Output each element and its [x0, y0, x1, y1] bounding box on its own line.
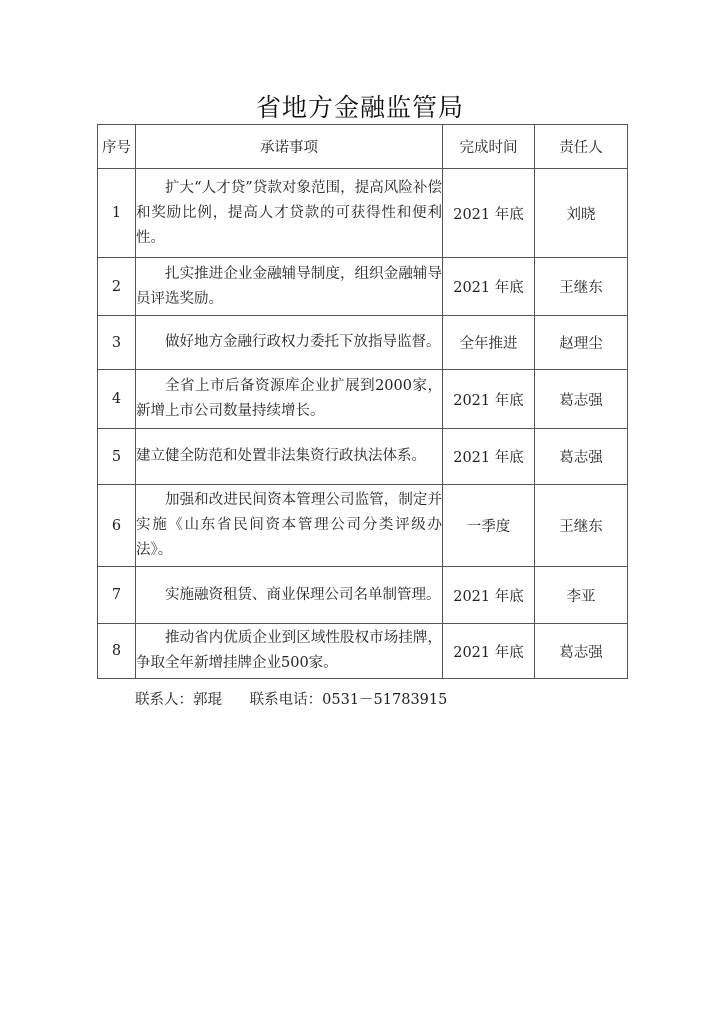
row-seq: 6 [98, 485, 136, 567]
row-item-text: 建立健全防范和处置非法集资行政执法体系。 [136, 448, 426, 464]
row-seq: 1 [98, 169, 136, 258]
row-time: 全年推进 [443, 316, 535, 370]
row-owner: 赵理尘 [535, 316, 628, 370]
table-row [98, 370, 628, 429]
table-row [98, 624, 628, 679]
row-item [136, 485, 443, 567]
row-time: 2021 年底 [443, 429, 535, 485]
table-row [98, 567, 628, 624]
row-item [136, 624, 443, 679]
row-time: 2021 年底 [443, 370, 535, 429]
row-item [136, 567, 443, 624]
row-seq: 8 [98, 624, 136, 679]
table-row [98, 169, 628, 258]
contact-person: 联系人：郭琨 [135, 692, 222, 708]
row-time: 2021 年底 [443, 624, 535, 679]
row-item [136, 370, 443, 429]
row-item [136, 258, 443, 316]
row-seq: 7 [98, 567, 136, 624]
row-seq: 2 [98, 258, 136, 316]
row-seq: 5 [98, 429, 136, 485]
row-seq: 3 [98, 316, 136, 370]
header-seq: 序号 [98, 125, 136, 169]
row-item-text: 实施融资租赁、商业保理公司名单制管理。 [165, 586, 441, 603]
row-owner: 葛志强 [535, 429, 628, 485]
row-item-text: 扩大“人才贷”贷款对象范围，提高风险补偿和奖励比例，提高人才贷款的可获得性和便利性。 [136, 179, 442, 246]
table-row [98, 429, 628, 485]
row-owner: 刘晓 [535, 169, 628, 258]
row-owner: 李亚 [535, 567, 628, 624]
row-owner: 王继东 [535, 485, 628, 567]
row-item-text: 推动省内优质企业到区域性股权市场挂牌，争取全年新增挂牌企业500家。 [136, 630, 442, 671]
row-owner: 葛志强 [535, 370, 628, 429]
row-item-text: 加强和改进民间资本管理公司监管，制定并实施《山东省民间资本管理公司分类评级办法》。 [136, 492, 442, 558]
row-item [136, 316, 443, 370]
row-time: 一季度 [443, 485, 535, 567]
table-row [98, 485, 628, 567]
contact-phone: 联系电话：0531－51783915 [249, 692, 448, 708]
header-owner: 责任人 [535, 125, 628, 169]
commitment-table [97, 124, 628, 679]
row-item-text: 全省上市后备资源库企业扩展到2000家，新增上市公司数量持续增长。 [136, 378, 442, 419]
header-row [98, 125, 628, 169]
row-seq: 4 [98, 370, 136, 429]
row-time: 2021 年底 [443, 258, 535, 316]
table-row [98, 258, 628, 316]
table-row [98, 316, 628, 370]
row-item-text: 做好地方金融行政权力委托下放指导监督。 [165, 334, 441, 350]
row-time: 2021 年底 [443, 169, 535, 258]
header-item: 承诺事项 [136, 125, 443, 169]
row-item [136, 169, 443, 258]
footer-contact-line [135, 688, 447, 709]
row-time: 2021 年底 [443, 567, 535, 624]
page-title: 省地方金融监管局 [255, 93, 464, 122]
row-item-text: 扎实推进企业金融辅导制度，组织金融辅导员评选奖励。 [136, 265, 442, 307]
row-owner: 王继东 [535, 258, 628, 316]
header-time: 完成时间 [443, 125, 535, 169]
row-owner: 葛志强 [535, 624, 628, 679]
row-item [136, 429, 443, 485]
